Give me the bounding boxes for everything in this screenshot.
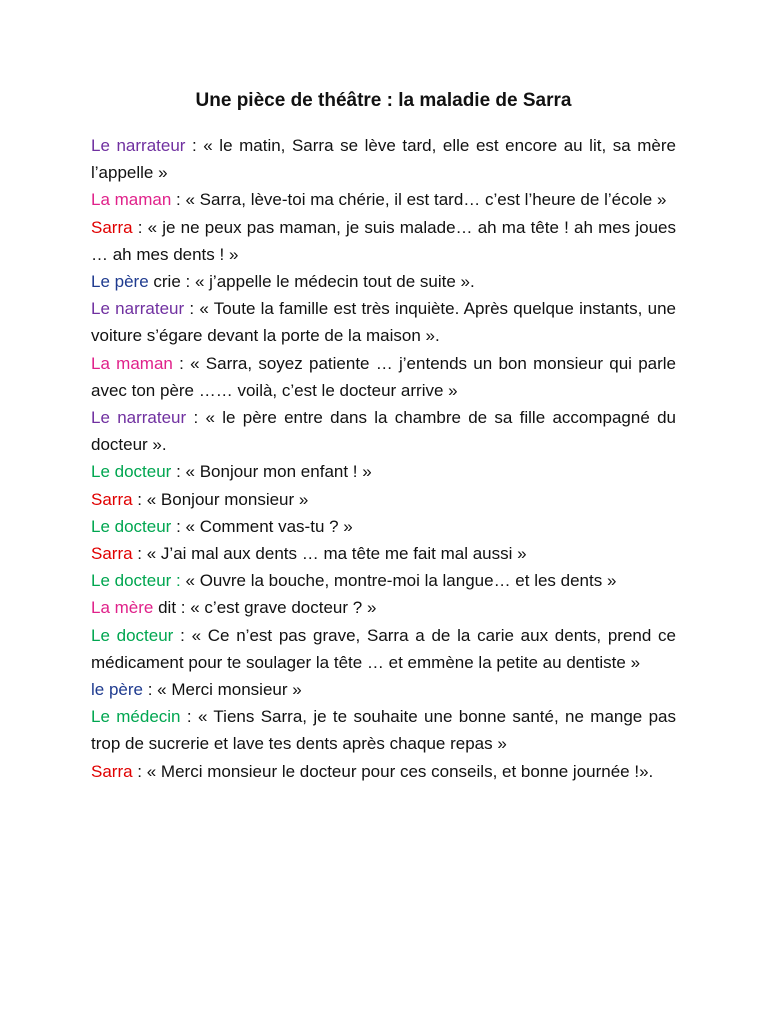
- line-text: « Sarra, lève-toi ma chérie, il est tard… c’est l’heure de l’école »: [185, 190, 667, 210]
- dialogue-line: [91, 295, 676, 349]
- dialogue-line: [91, 513, 676, 540]
- speaker-name: La maman: [91, 190, 172, 210]
- speaker-name: Le médecin: [91, 707, 181, 727]
- speaker-name: Le docteur: [91, 625, 174, 645]
- speaker-separator: :: [173, 625, 192, 645]
- page-title: Une pièce de théâtre : la maladie de Sarra: [195, 90, 572, 111]
- line-text: « Sarra, soyez patiente … j’entends un bon monsieur qui parle avec ton père …… voilà, c’est le docteur arrive »: [91, 353, 676, 400]
- line-text: « le père entre dans la chambre de sa fille accompagné du docteur ».: [91, 408, 676, 455]
- dialogue-line: [91, 268, 676, 295]
- line-text: « Bonjour mon enfant ! »: [185, 462, 372, 482]
- line-text: « J’ai mal aux dents … ma tête me fait mal aussi »: [146, 544, 527, 564]
- speaker-separator: :: [171, 190, 186, 210]
- dialogue-line: [91, 676, 676, 703]
- speaker-separator: :: [185, 136, 204, 155]
- dialogue-line: [91, 132, 676, 186]
- dialogue-line: [91, 622, 676, 676]
- dialogue-line: [91, 758, 676, 785]
- speaker-name: Le père: [91, 272, 149, 292]
- line-text: « Tiens Sarra, je te souhaite une bonne santé, ne mange pas trop de sucrerie et lave tes dents après chaque repas »: [91, 707, 677, 754]
- speaker-separator: :: [132, 544, 147, 564]
- line-text: « Comment vas-tu ? »: [185, 516, 353, 536]
- speaker-separator: :: [132, 217, 148, 237]
- dialogue-line: [91, 404, 676, 458]
- speaker-name: La maman: [91, 353, 173, 373]
- speaker-name: Sarra: [91, 544, 133, 564]
- dialogue-line: [91, 214, 676, 268]
- speaker-name: Le narrateur: [91, 299, 185, 319]
- speaker-separator: dit :: [153, 598, 191, 618]
- line-text: « Ce n’est pas grave, Sarra a de la carie aux dents, prend ce médicament pour te soulager la tête … et emmène la petite au dentiste »: [91, 625, 677, 672]
- line-text: « c’est grave docteur ? »: [190, 598, 377, 618]
- dialogue-line: [91, 186, 676, 213]
- line-text: « le matin, Sarra se lève tard, elle est encore au lit, sa mère l’appelle »: [91, 136, 676, 183]
- speaker-separator: :: [172, 353, 191, 373]
- speaker-name: le père: [91, 680, 143, 700]
- line-text: « j’appelle le médecin tout de suite ».: [194, 272, 475, 292]
- speaker-separator: crie :: [148, 272, 195, 292]
- line-text: « Ouvre la bouche, montre-moi la langue… et les dents »: [185, 571, 617, 591]
- line-text: « je ne peux pas maman, je suis malade… ah ma tête ! ah mes joues … ah mes dents ! »: [91, 217, 676, 264]
- dialogue-line: [91, 486, 676, 513]
- speaker-separator: :: [171, 516, 186, 536]
- speaker-name: Sarra: [91, 761, 133, 781]
- speaker-name: La mère: [91, 598, 154, 618]
- speaker-name: Le docteur: [91, 516, 172, 536]
- dialogue-line: [91, 567, 676, 594]
- line-text: « Toute la famille est très inquiète. Après quelque instants, une voiture s’égare devant la porte de la maison ».: [91, 299, 677, 346]
- speaker-name: Sarra: [91, 217, 133, 237]
- dialogue-line: [91, 703, 676, 757]
- speaker-separator: :: [171, 462, 186, 482]
- line-text: « Merci monsieur »: [157, 680, 302, 700]
- dialogue-line: [91, 350, 676, 404]
- line-text: « Bonjour monsieur »: [146, 489, 309, 509]
- speaker-separator: :: [132, 761, 147, 781]
- speaker-name: Le narrateur: [91, 408, 187, 428]
- dialogue-line: [91, 594, 676, 621]
- dialogue-line: [91, 458, 676, 485]
- speaker-separator: :: [142, 680, 158, 700]
- dialogue-body: [91, 132, 676, 785]
- line-text: « Merci monsieur le docteur pour ces conseils, et bonne journée !».: [146, 761, 654, 781]
- speaker-separator: :: [180, 707, 198, 727]
- speaker-name: Le narrateur: [91, 136, 186, 155]
- speaker-name: Le docteur :: [91, 571, 181, 591]
- speaker-separator: :: [184, 299, 200, 319]
- speaker-separator: :: [132, 489, 147, 509]
- speaker-name: Le docteur: [91, 462, 172, 482]
- speaker-separator: :: [186, 408, 206, 428]
- speaker-name: Sarra: [91, 489, 133, 509]
- dialogue-line: [91, 540, 676, 567]
